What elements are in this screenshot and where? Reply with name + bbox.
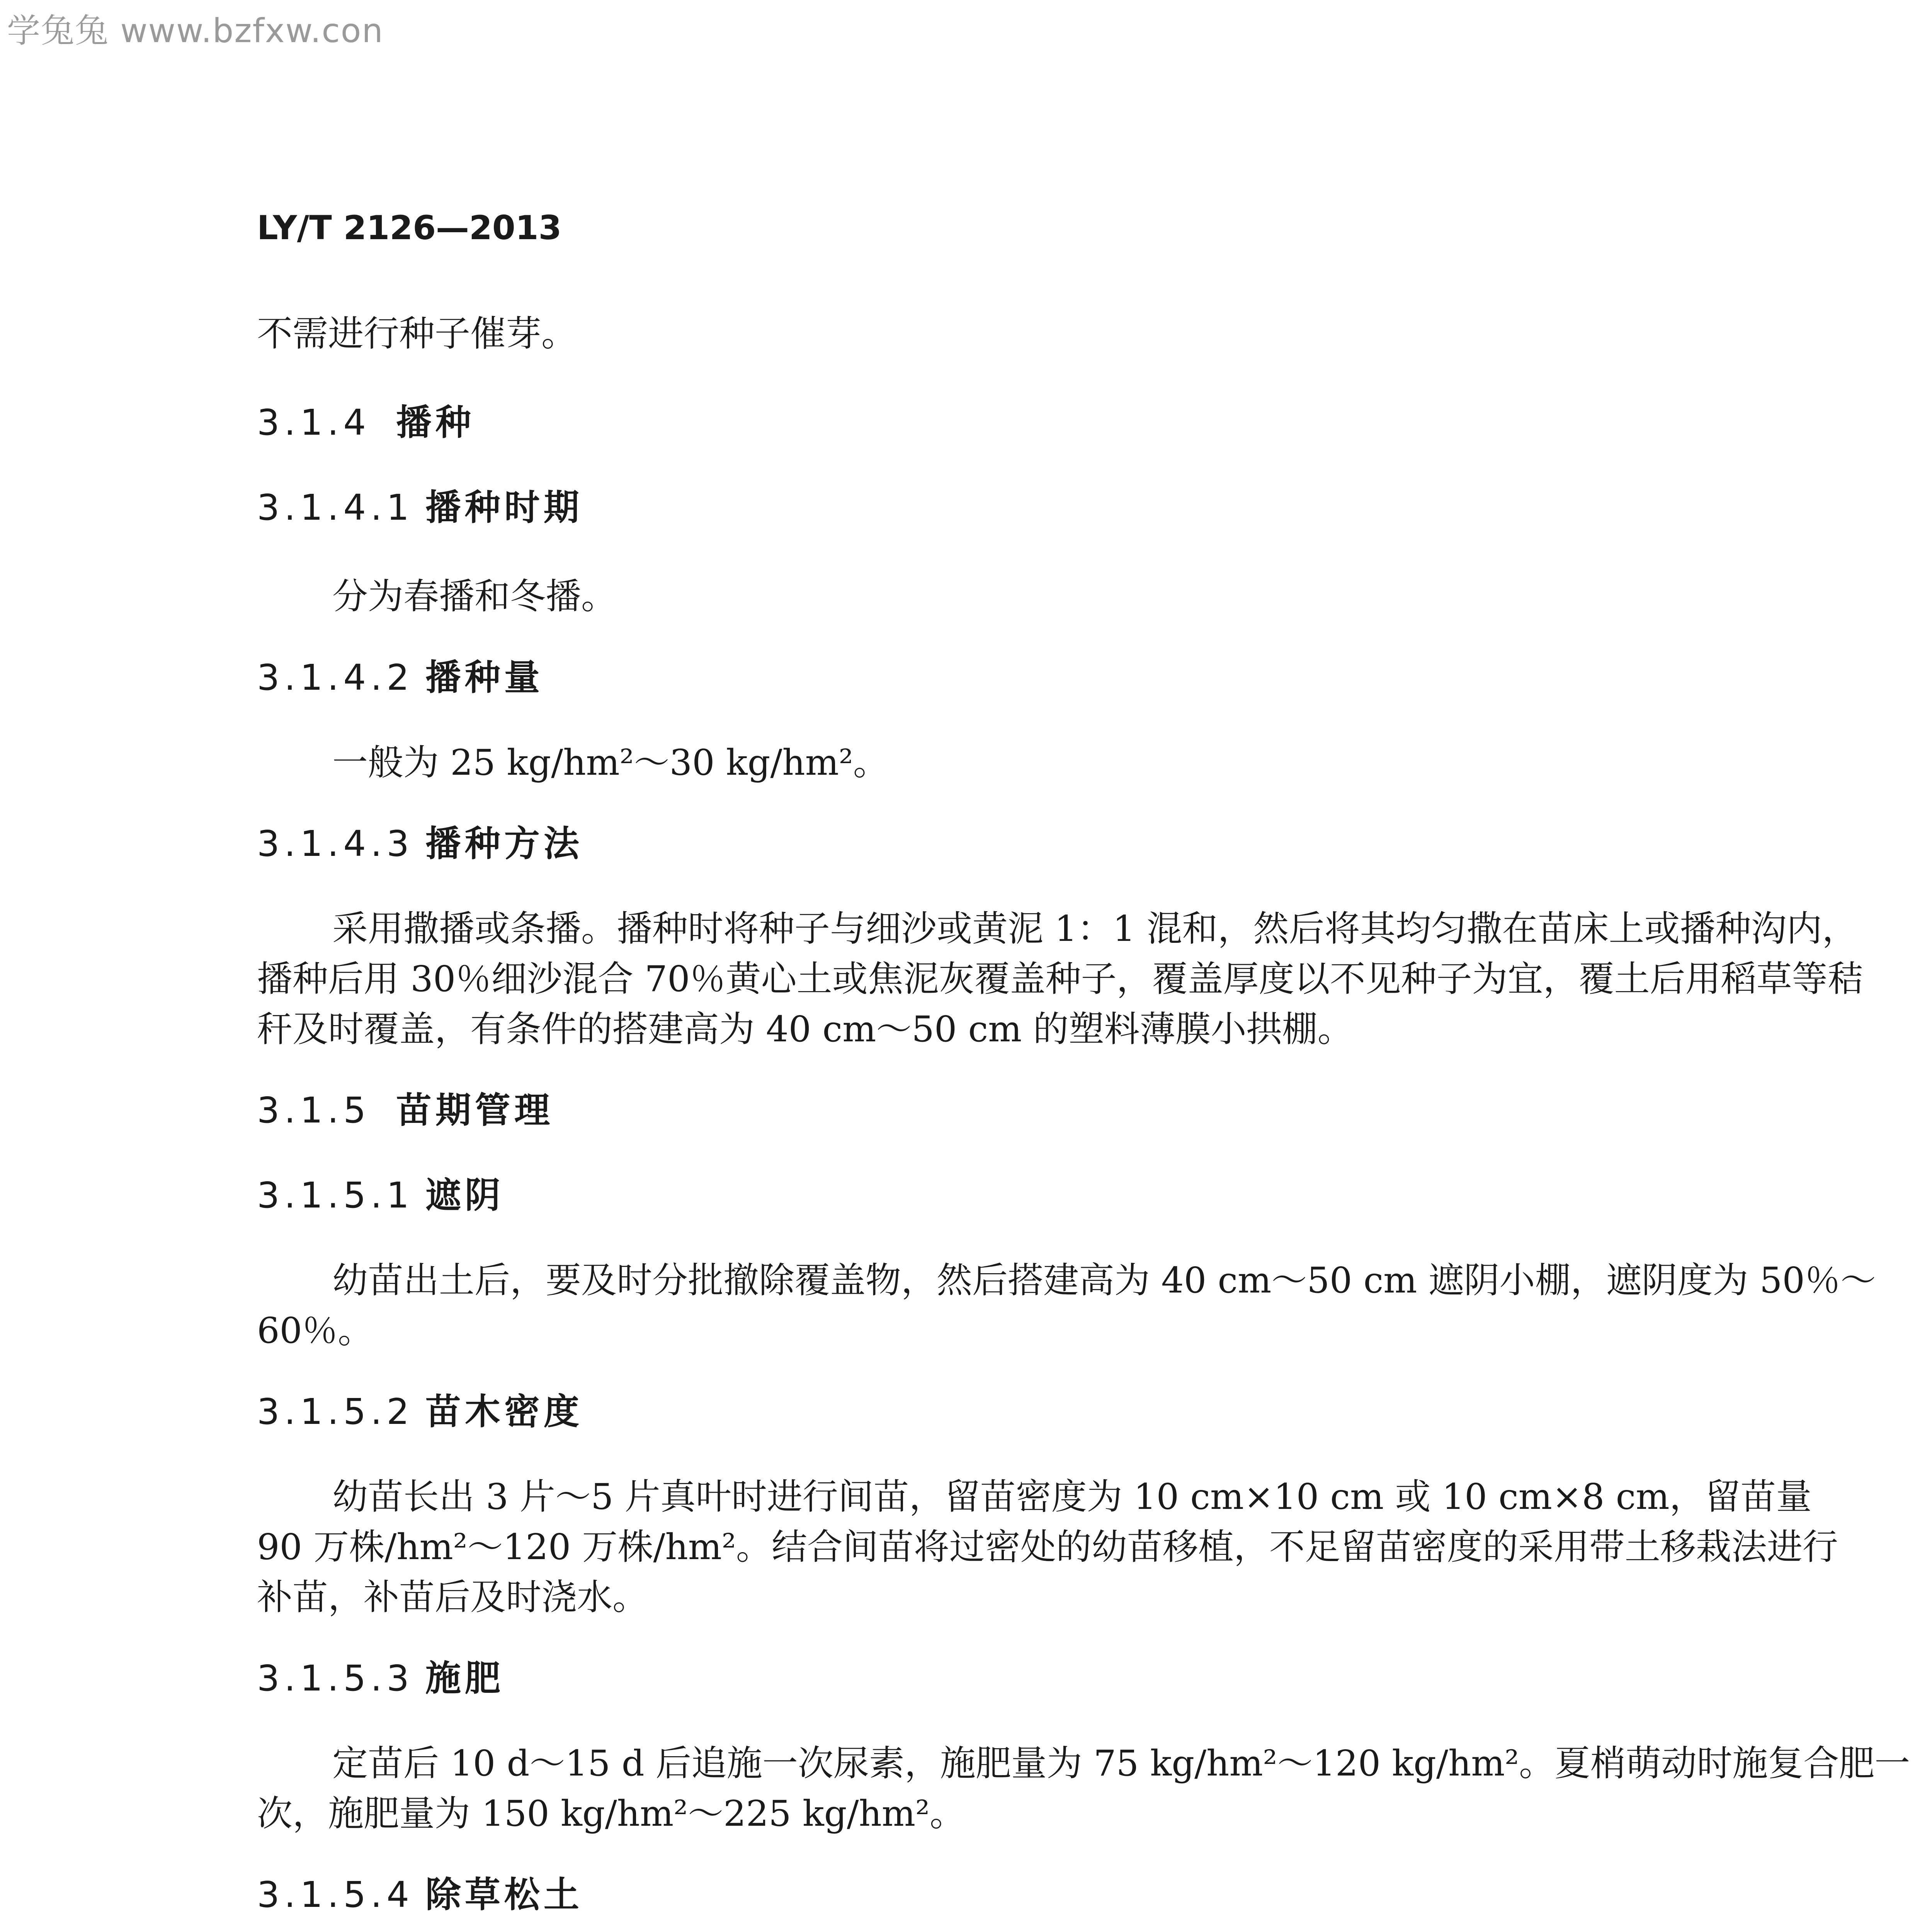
section-title: 苗木密度 — [425, 1391, 583, 1432]
paragraph-line: 不需进行种子催芽。 — [257, 313, 577, 354]
paragraph-line: 播种后用 30％细沙混合 70％黄心土或焦泥灰覆盖种子，覆盖厚度以不见种子为宜，覆土后用稻草等秸 — [257, 958, 1863, 1000]
section-heading — [257, 1654, 1899, 1703]
section-title: 除草松土 — [425, 1874, 583, 1915]
section-number: 3.1.4 — [257, 402, 371, 443]
section-title: 播种量 — [425, 657, 544, 698]
section-heading — [257, 398, 1899, 447]
paragraph-line: 采用撒播或条播。播种时将种子与细沙或黄泥 1：1 混和，然后将其均匀撒在苗床上或播种沟内， — [332, 908, 1858, 949]
section-heading — [257, 819, 1899, 869]
section-heading — [257, 653, 1899, 702]
section-title: 播种时期 — [425, 487, 583, 528]
section-number: 3.1.5.4 — [257, 1874, 414, 1915]
section-number: 3.1.5.2 — [257, 1391, 414, 1432]
paragraph-line: 幼苗出土后，要及时分批撤除覆盖物，然后搭建高为 40 cm～50 cm 遮阴小棚，遮阴度为 50％～ — [332, 1260, 1876, 1301]
section-title: 播种 — [396, 402, 475, 443]
paragraph-line: 秆及时覆盖，有条件的搭建高为 40 cm～50 cm 的塑料薄膜小拱棚。 — [257, 1009, 1353, 1050]
section-heading — [257, 1870, 1899, 1920]
section-title: 施肥 — [425, 1658, 504, 1699]
section-number: 3.1.5.3 — [257, 1658, 414, 1699]
standard-code: LY/T 2126—2013 — [257, 209, 562, 247]
paragraph-line: 补苗，补苗后及时浇水。 — [257, 1577, 648, 1618]
paragraph-line: 60％。 — [257, 1310, 374, 1351]
section-number: 3.1.5.1 — [257, 1175, 414, 1216]
section-title: 苗期管理 — [396, 1090, 554, 1131]
paragraph-line: 次，施肥量为 150 kg/hm²～225 kg/hm²。 — [257, 1793, 965, 1834]
section-number: 3.1.4.3 — [257, 823, 414, 864]
section-heading — [257, 1086, 1899, 1135]
section-heading — [257, 1171, 1899, 1220]
section-title: 播种方法 — [425, 823, 583, 864]
paragraph-line: 90 万株/hm²～120 万株/hm²。结合间苗将过密处的幼苗移植，不足留苗密度的采用带土移栽法进行 — [257, 1526, 1838, 1568]
watermark: 学兔兔 www.bzfxw.con — [7, 12, 384, 50]
section-number: 3.1.5 — [257, 1090, 371, 1131]
paragraph-line: 一般为 25 kg/hm²～30 kg/hm²。 — [332, 742, 889, 783]
section-heading — [257, 1387, 1899, 1437]
paragraph-line: 幼苗长出 3 片～5 片真叶时进行间苗，留苗密度为 10 cm×10 cm 或 10 cm×8 cm，留苗量 — [332, 1476, 1812, 1517]
section-heading — [257, 483, 1899, 532]
paragraph-line: 定苗后 10 d～15 d 后追施一次尿素，施肥量为 75 kg/hm²～120 kg/hm²。夏梢萌动时施复合肥一 — [332, 1743, 1910, 1784]
paragraph-line: 分为春播和冬播。 — [332, 576, 617, 617]
section-title: 遮阴 — [425, 1175, 504, 1216]
section-number: 3.1.4.2 — [257, 657, 414, 698]
section-number: 3.1.4.1 — [257, 487, 414, 528]
